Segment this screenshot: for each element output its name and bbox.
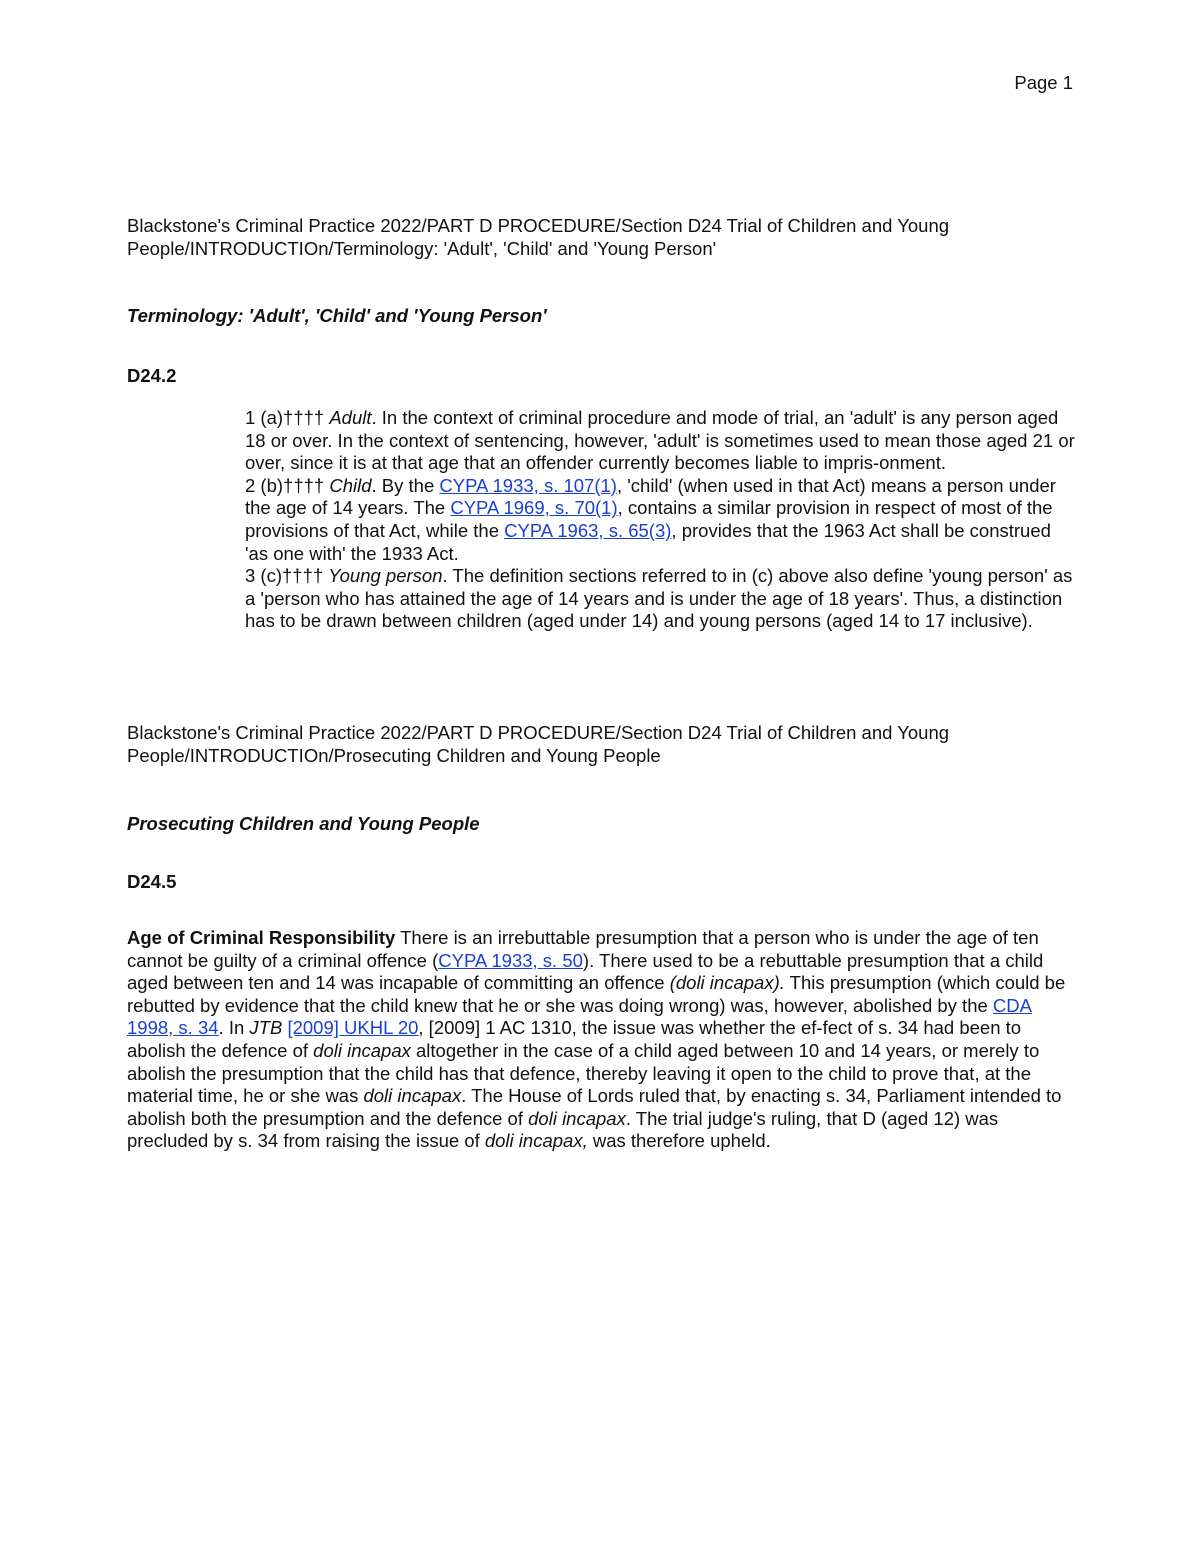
body-text: . In — [218, 1017, 250, 1039]
case-name: JTB — [249, 1017, 283, 1039]
cypa-1933-s50-link[interactable]: CYPA 1933, s. 50 — [438, 949, 583, 971]
breadcrumb-line: People/INTRODUCTIOn/Terminology: 'Adult', 'Child' and 'Young Person' — [127, 237, 717, 259]
italic-term: doli incapax, — [484, 1130, 588, 1152]
breadcrumb-line: People/INTRODUCTIOn/Prosecuting Children and Young People — [127, 744, 661, 766]
body-text: This presumption (which could be rebutted by evidence that the child knew that he or she was doing wrong) was, however, abolished by the — [127, 972, 1066, 1016]
breadcrumb-prosecuting — [127, 722, 1077, 767]
paragraph-age-of-criminal-responsibility — [127, 927, 1077, 1153]
definition-text: , contains a similar provision in respect of most of the provisions of that Act, while the — [245, 497, 1053, 541]
page-number: Page 1 — [1014, 72, 1073, 93]
definition-text: . By the — [371, 474, 440, 496]
definition-term: Child — [329, 474, 372, 496]
definition-marker: 2 (b)†††† — [245, 474, 330, 496]
body-text: There is an irrebuttable presumption that a person who is under the age of ten cannot be guilty of a criminal offence ( — [127, 927, 1039, 971]
body-text: was therefore upheld. — [587, 1130, 771, 1152]
italic-term: doli incapax — [528, 1107, 626, 1129]
definition-text: . In the context of criminal procedure and mode of trial, an 'adult' is any person aged 18 or over. In the context of sentencing, however, 'adult' is sometimes used to mean those aged 21 or over, since it is at that age that an offender currently becomes liable to impris-onment. — [245, 407, 1075, 474]
cypa-1969-s70-link[interactable]: CYPA 1969, s. 70(1) — [450, 497, 618, 519]
italic-term: doli incapax — [313, 1039, 411, 1061]
breadcrumb-line: Blackstone's Criminal Practice 2022/PART D PROCEDURE/Section D24 Trial of Children and Young — [127, 722, 950, 743]
ukhl-2009-20-link[interactable]: [2009] UKHL 20 — [287, 1017, 419, 1039]
paragraph-id-d24-2: D24.2 — [127, 365, 177, 386]
definition-adult — [245, 407, 1075, 475]
paragraph-id-d24-5: D24.5 — [127, 871, 177, 892]
cypa-1963-s65-link[interactable]: CYPA 1963, s. 65(3) — [504, 519, 672, 541]
definition-text: , 'child' (when used in that Act) means a person under the age of 14 years. The — [245, 474, 1056, 519]
definition-marker: 1 (a)†††† — [245, 407, 330, 428]
definition-young-person — [245, 565, 1075, 633]
body-text: . The House of Lords ruled that, by enacting s. 34, Parliament intended to abolish both the presumption and the defence of — [127, 1085, 1062, 1129]
cypa-1933-s107-link[interactable]: CYPA 1933, s. 107(1) — [439, 474, 617, 496]
section-heading-terminology: Terminology: 'Adult', 'Child' and 'Young Person' — [127, 305, 547, 326]
body-text: ). There used to be a rebuttable presumption that a child aged between ten and 14 was incapable of committing an offence — [127, 949, 1044, 994]
breadcrumb-line: Blackstone's Criminal Practice 2022/PART D PROCEDURE/Section D24 Trial of Children and Young — [127, 215, 950, 236]
body-text: altogether in the case of a child aged between 10 and 14 years, or merely to abolish the presumption that the child has that defence, thereby leaving it open to the child to prove that, at the material time, he or she was — [127, 1039, 1040, 1107]
definition-child — [245, 475, 1075, 565]
definition-marker: 3 (c)†††† — [245, 565, 329, 587]
definition-term: Young person — [328, 565, 443, 587]
definition-text: . The definition sections referred to in (c) above also define 'young person' as a 'person who has attained the age of 14 years and is under the age of 18 years'. Thus, a distinction has to be drawn between children (aged under 14) and young persons (aged 14 to 17 inclusive). — [245, 565, 1073, 632]
body-text: . The trial judge's ruling, that D (aged 12) was precluded by s. 34 from raising the issue of — [127, 1107, 999, 1152]
italic-term: (doli incapax). — [669, 972, 785, 994]
paragraph-lead: Age of Criminal Responsibility — [127, 927, 396, 948]
section-heading-prosecuting: Prosecuting Children and Young People — [127, 813, 480, 834]
definition-text: , provides that the 1963 Act shall be construed 'as one with' the 1933 Act. — [245, 519, 1051, 564]
cda-1998-s34-link[interactable]: CDA 1998, s. 34 — [127, 994, 1032, 1039]
italic-term: doli incapax — [363, 1085, 462, 1107]
breadcrumb-terminology — [127, 215, 1077, 260]
definition-list — [245, 407, 1075, 633]
definition-term: Adult — [329, 407, 372, 428]
body-text: , [2009] 1 AC 1310, the issue was whether the ef-fect of s. 34 had been to abolish the defence of — [127, 1017, 1022, 1061]
